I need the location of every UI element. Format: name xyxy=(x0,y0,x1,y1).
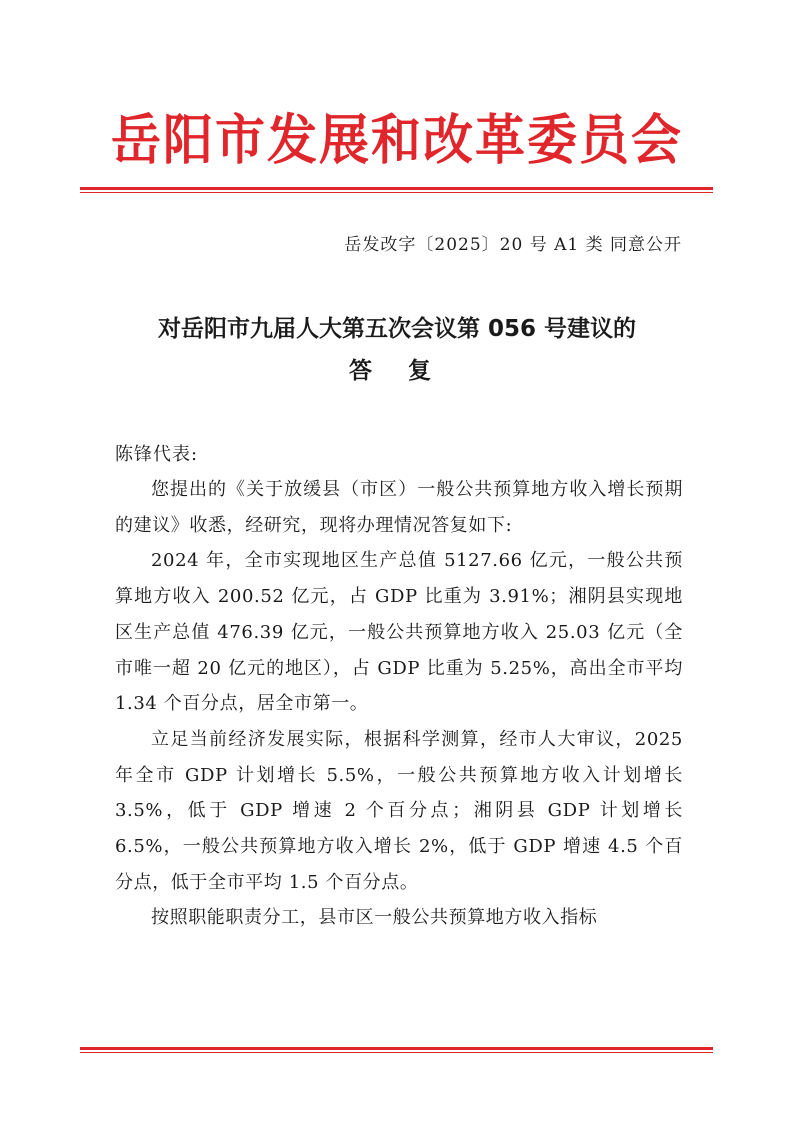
body-paragraph: 2024 年，全市实现地区生产总值 5127.66 亿元，一般公共预算地方收入 200.52 亿元，占 GDP 比重为 3.91%；湘阴县实现地区生产总值 476.39 亿元，一般公共预算地方收入 25.03 亿元（全市唯一超 20 亿元的地区），占 GDP 比重为 5.25%，高出全市平均 1.34 个百分点，居全市第一。 xyxy=(115,550,683,715)
document-body xyxy=(115,472,683,936)
document-number: 岳发改字〔2025〕20 号 A1 类 同意公开 xyxy=(344,235,682,255)
salutation: 陈锋代表: xyxy=(115,444,199,465)
document-heading-line1: 对岳阳市九届人大第五次会议第 056 号建议的 xyxy=(157,316,637,342)
body-paragraph: 您提出的《关于放缓县（市区）一般公共预算地方收入增长预期的建议》收悉，经研究，现将办理情况答复如下: xyxy=(115,479,683,536)
body-paragraph: 立足当前经济发展实际，根据科学测算，经市人大审议，2025 年全市 GDP 计划增长 5.5%，一般公共预算地方收入计划增长 3.5%，低于 GDP 增速 2 个百分点；湘阴县 GDP 计划增长 6.5%，一般公共预算地方收入增长 2%，低于 GDP 增速 4.5 个百分点，低于全市平均 1.5 个百分点。 xyxy=(115,728,683,893)
footer-rule-thick xyxy=(80,1047,713,1050)
body-paragraph: 按照职能职责分工，县市区一般公共预算地方收入指标 xyxy=(151,907,598,929)
letterhead-rule-thin xyxy=(80,192,713,193)
document-heading-line2: 答 复 xyxy=(348,358,445,384)
letterhead-rule-thick xyxy=(80,187,713,190)
footer-rule-thin xyxy=(80,1052,713,1053)
letterhead-title: 岳阳市发展和改革委员会 xyxy=(111,107,683,172)
